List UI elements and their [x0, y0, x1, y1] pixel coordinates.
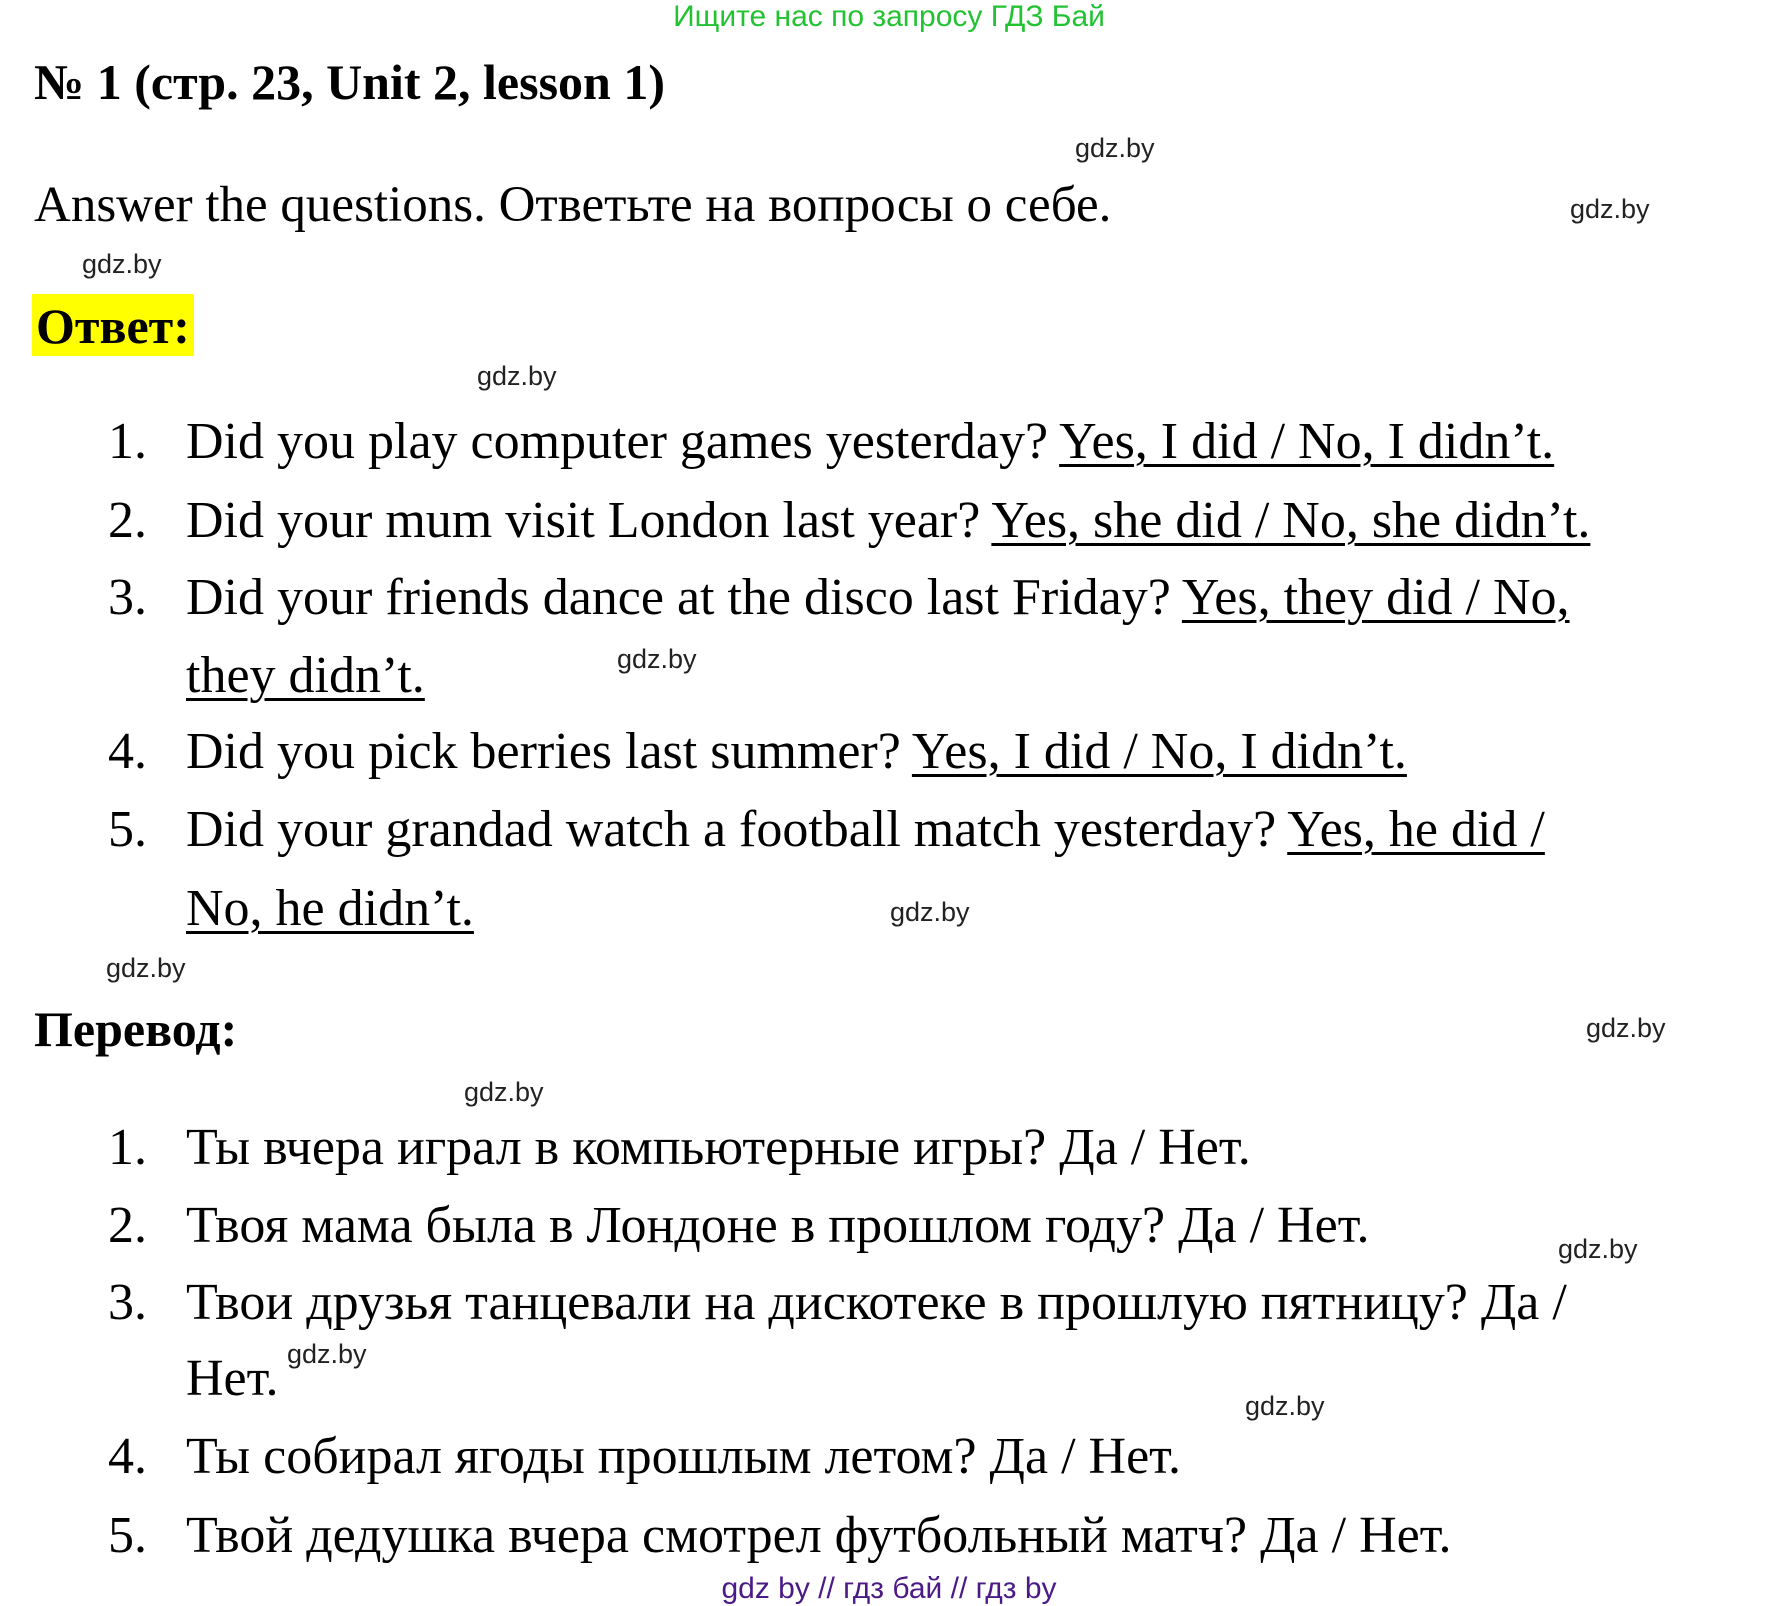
footer-links: gdz by // гдз бай // гдз by	[721, 1572, 1057, 1605]
translation-text: Ты собирал ягоды прошлым летом? Да / Нет.	[186, 1428, 1181, 1485]
translation-text: Твои друзья танцевали на дискотеке в прошлую пятницу? Да /	[186, 1274, 1567, 1331]
watermark: gdz.by	[82, 249, 162, 279]
watermark: gdz.by	[1245, 1391, 1325, 1421]
answer-item	[0, 567, 1778, 629]
question-text: Did you play computer games yesterday?	[186, 413, 1060, 470]
task-instruction: Answer the questions. Ответьте на вопросы о себе.	[34, 177, 1112, 233]
item-number: 5.	[108, 1507, 147, 1564]
item-number: 1.	[108, 1119, 147, 1176]
answer-text: Yes, they did / No,	[1181, 569, 1570, 626]
item-number: 1.	[108, 413, 147, 470]
answer-item-continuation	[0, 878, 1778, 940]
answer-item	[0, 721, 1778, 783]
answer-text: they didn’t.	[186, 647, 425, 704]
watermark: gdz.by	[890, 897, 970, 927]
translation-label: Перевод:	[34, 1001, 238, 1057]
item-number: 2.	[108, 492, 147, 549]
watermark: gdz.by	[617, 644, 697, 674]
item-number: 3.	[108, 1274, 147, 1331]
item-number: 4.	[108, 1428, 147, 1485]
answer-label: Ответ:	[32, 294, 194, 356]
question-text: Did you pick berries last summer?	[186, 723, 912, 780]
translation-item	[0, 1117, 1778, 1179]
watermark: gdz.by	[1570, 194, 1650, 224]
watermark: gdz.by	[106, 953, 186, 983]
answer-text: Yes, she did / No, she didn’t.	[991, 492, 1591, 549]
answer-text: Yes, he did /	[1287, 801, 1545, 858]
item-number: 3.	[108, 569, 147, 626]
question-text: Did your mum visit London last year?	[186, 492, 992, 549]
translation-text: Твоя мама была в Лондоне в прошлом году? Да / Нет.	[186, 1197, 1370, 1254]
item-number: 2.	[108, 1197, 147, 1254]
watermark: gdz.by	[1586, 1013, 1666, 1043]
watermark: gdz.by	[477, 361, 557, 391]
item-number: 4.	[108, 723, 147, 780]
answer-text: No, he didn’t.	[186, 880, 474, 937]
translation-item	[0, 1195, 1778, 1257]
translation-text: Ты вчера играл в компьютерные игры? Да / Нет.	[186, 1119, 1251, 1176]
answer-item	[0, 799, 1778, 861]
answer-text: Yes, I did / No, I didn’t.	[1059, 413, 1555, 470]
translation-text: Нет.	[186, 1350, 279, 1407]
answer-text: Yes, I did / No, I didn’t.	[911, 723, 1407, 780]
question-text: Did your friends dance at the disco last Friday?	[186, 569, 1182, 626]
question-text: Did your grandad watch a football match yesterday?	[186, 801, 1288, 858]
answer-item	[0, 411, 1778, 473]
answer-item-continuation	[0, 645, 1778, 707]
top-banner: Ищите нас по запросу ГДЗ Бай	[673, 0, 1105, 33]
translation-item-continuation	[0, 1348, 1778, 1410]
translation-text: Твой дедушка вчера смотрел футбольный матч? Да / Нет.	[186, 1507, 1452, 1564]
answer-item	[0, 490, 1778, 552]
translation-item	[0, 1272, 1778, 1334]
watermark: gdz.by	[1075, 133, 1155, 163]
page-title: № 1 (стр. 23, Unit 2, lesson 1)	[34, 54, 665, 110]
watermark: gdz.by	[287, 1339, 367, 1369]
watermark: gdz.by	[464, 1077, 544, 1107]
item-number: 5.	[108, 801, 147, 858]
translation-item	[0, 1505, 1778, 1567]
watermark: gdz.by	[1558, 1234, 1638, 1264]
translation-item	[0, 1426, 1778, 1488]
